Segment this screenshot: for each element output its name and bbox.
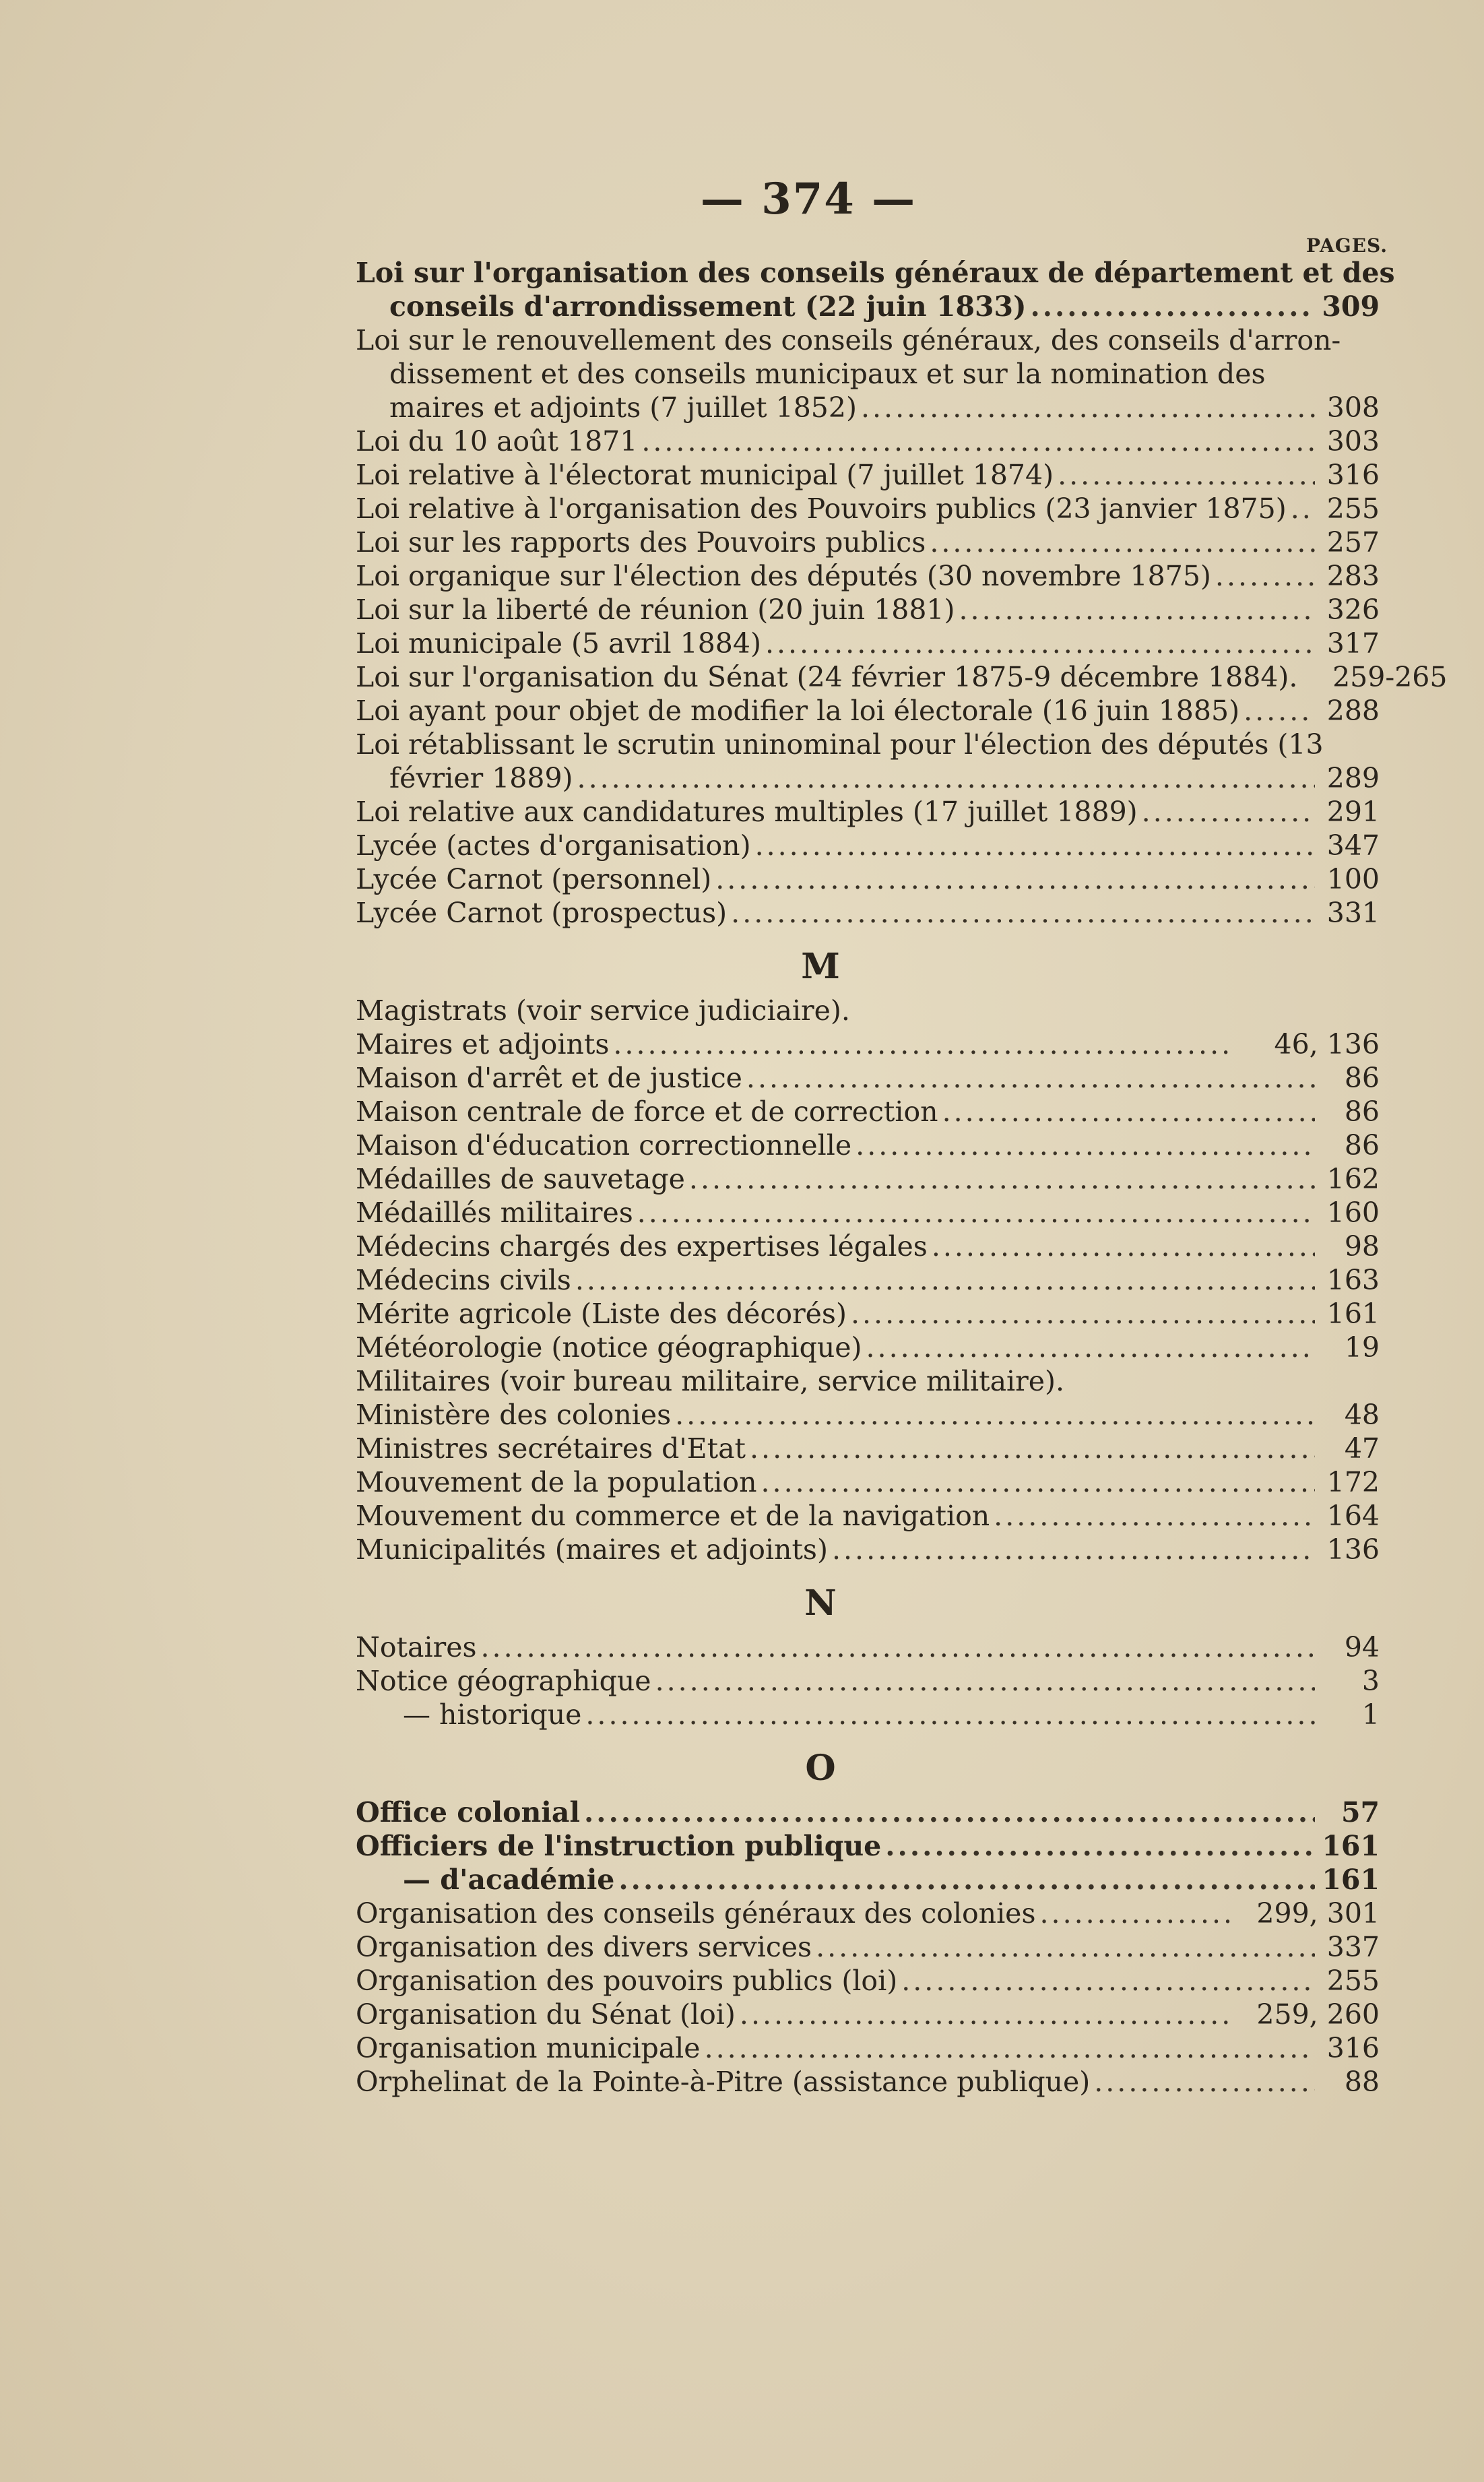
dot-leader bbox=[959, 593, 1316, 627]
index-entry bbox=[356, 1863, 1380, 1897]
dot-leader bbox=[689, 1162, 1315, 1196]
entry-text: Lycée (actes d'organisation) bbox=[356, 829, 751, 862]
entry-page: 86 bbox=[1344, 1095, 1380, 1128]
entry-page: 47 bbox=[1344, 1432, 1380, 1465]
entry-text: Lycée Carnot (personnel) bbox=[356, 863, 712, 895]
dot-leader bbox=[740, 1998, 1234, 2031]
dot-leader bbox=[618, 1863, 1315, 1897]
entry-text: Médaillés militaires bbox=[356, 1197, 633, 1229]
entry-text: Météorologie (notice géographique) bbox=[356, 1331, 862, 1364]
index-entry bbox=[356, 1698, 1380, 1731]
entry-text: Notaires bbox=[356, 1631, 477, 1663]
entry-text: Loi sur les rapports des Pouvoirs publics bbox=[356, 526, 926, 559]
entry-page: 283 bbox=[1326, 560, 1380, 592]
entry-text: — historique bbox=[403, 1698, 582, 1731]
entry-page: 259, 260 bbox=[1256, 1998, 1380, 2031]
index-entry bbox=[356, 1465, 1380, 1499]
entry-text: Maison d'arrêt et de justice bbox=[356, 1062, 742, 1094]
index-entry bbox=[356, 256, 1395, 290]
entry-text: Loi municipale (5 avril 1884) bbox=[356, 627, 761, 660]
dot-leader bbox=[930, 526, 1315, 559]
entry-page: 3 bbox=[1361, 1665, 1380, 1697]
index-entry bbox=[356, 994, 1380, 1027]
entry-page: 255 bbox=[1326, 1965, 1380, 1997]
index-entry bbox=[356, 593, 1380, 627]
index-entry bbox=[356, 728, 1380, 761]
entry-page: 161 bbox=[1322, 1864, 1380, 1896]
dot-leader bbox=[577, 761, 1315, 795]
index-entry bbox=[356, 1230, 1380, 1263]
entry-page: 259-265 bbox=[1332, 661, 1448, 693]
pages-column-label: PAGES. bbox=[1306, 234, 1388, 257]
entry-text: Magistrats (voir service judiciaire). bbox=[356, 994, 850, 1027]
entry-page: 88 bbox=[1344, 2066, 1380, 2098]
dot-leader bbox=[765, 627, 1315, 660]
entry-text: Mouvement du commerce et de la navigation bbox=[356, 1500, 990, 1532]
dot-leader bbox=[481, 1630, 1316, 1664]
entry-text: Médailles de sauvetage bbox=[356, 1163, 685, 1195]
entry-text: Orphelinat de la Pointe-à-Pitre (assistance publique) bbox=[356, 2066, 1091, 2098]
dot-leader bbox=[715, 862, 1315, 896]
index-entry bbox=[356, 1027, 1380, 1061]
index-entry bbox=[356, 391, 1380, 424]
section-letter-n: N bbox=[804, 1583, 837, 1624]
entry-text: Municipalités (maires et adjoints) bbox=[356, 1533, 828, 1566]
entry-text: conseils d'arrondissement (22 juin 1833) bbox=[389, 290, 1027, 323]
entry-text: Loi rétablissant le scrutin uninominal pour l'élection des députés (13 bbox=[356, 728, 1324, 761]
entry-page: 255 bbox=[1326, 492, 1380, 525]
index-entry bbox=[356, 1964, 1380, 1998]
entry-page: 136 bbox=[1326, 1533, 1380, 1566]
entry-page: 289 bbox=[1326, 762, 1380, 794]
entry-text: Loi sur la liberté de réunion (20 juin 1881) bbox=[356, 594, 955, 626]
index-entry bbox=[356, 660, 1448, 694]
index-entry bbox=[356, 458, 1380, 492]
entry-text: Loi du 10 août 1871 bbox=[356, 425, 638, 457]
dot-leader bbox=[761, 1465, 1315, 1499]
index-entry bbox=[356, 1930, 1380, 1964]
entry-text: Ministres secrétaires d'Etat bbox=[356, 1432, 746, 1465]
entry-page: 337 bbox=[1326, 1931, 1380, 1963]
entry-text: Loi sur l'organisation des conseils généraux de département et des bbox=[356, 257, 1395, 289]
entry-page: 162 bbox=[1326, 1163, 1380, 1195]
entry-text: Maires et adjoints bbox=[356, 1028, 610, 1060]
dot-leader bbox=[942, 1095, 1315, 1128]
dot-leader bbox=[655, 1664, 1315, 1698]
index-entry bbox=[356, 1297, 1380, 1331]
entry-text: Notice géographique bbox=[356, 1665, 651, 1697]
dot-leader bbox=[613, 1027, 1234, 1061]
dot-leader bbox=[637, 1196, 1315, 1230]
index-entry bbox=[356, 1196, 1380, 1230]
dot-leader bbox=[746, 1061, 1315, 1095]
section-letter-m: M bbox=[801, 946, 840, 987]
index-entry bbox=[356, 1095, 1380, 1128]
entry-page: 316 bbox=[1326, 459, 1380, 491]
index-entry bbox=[356, 1061, 1380, 1095]
index-entry bbox=[356, 290, 1380, 323]
entry-text: février 1889) bbox=[389, 762, 573, 794]
index-entry bbox=[356, 761, 1380, 795]
entry-page: 326 bbox=[1326, 594, 1380, 626]
entry-text: Loi relative aux candidatures multiples (17 juillet 1889) bbox=[356, 796, 1138, 828]
entry-text: Médecins chargés des expertises légales bbox=[356, 1230, 928, 1263]
entry-text: Organisation municipale bbox=[356, 2032, 701, 2064]
entry-text: Loi ayant pour objet de modifier la loi électorale (16 juin 1885) bbox=[356, 695, 1240, 727]
entry-page: 161 bbox=[1326, 1298, 1380, 1330]
index-entry bbox=[356, 357, 1380, 391]
dot-leader bbox=[1291, 492, 1315, 526]
dot-leader bbox=[885, 1829, 1315, 1863]
entry-text: maires et adjoints (7 juillet 1852) bbox=[389, 391, 857, 424]
entry-text: Médecins civils bbox=[356, 1264, 571, 1296]
entry-page: 291 bbox=[1326, 796, 1380, 828]
entry-page: 317 bbox=[1326, 627, 1380, 660]
entry-text: Lycée Carnot (prospectus) bbox=[356, 897, 728, 929]
entry-page: 257 bbox=[1326, 526, 1380, 559]
entry-page: 288 bbox=[1326, 695, 1380, 727]
entry-text: Maison d'éducation correctionnelle bbox=[356, 1129, 852, 1162]
entry-page: 308 bbox=[1326, 391, 1380, 424]
dot-leader bbox=[641, 424, 1315, 458]
dot-leader bbox=[856, 1128, 1315, 1162]
index-entry bbox=[356, 694, 1380, 728]
entry-page: 303 bbox=[1326, 425, 1380, 457]
entry-page: 94 bbox=[1344, 1631, 1380, 1663]
index-entry bbox=[356, 1263, 1380, 1297]
entry-page: 1 bbox=[1361, 1698, 1380, 1731]
index-entry bbox=[356, 1998, 1380, 2031]
index-list bbox=[356, 256, 1448, 2099]
index-entry bbox=[356, 1533, 1380, 1566]
dot-leader bbox=[1244, 694, 1315, 728]
dot-leader bbox=[832, 1533, 1315, 1566]
index-entry bbox=[356, 1829, 1380, 1863]
entry-page: 347 bbox=[1326, 829, 1380, 862]
entry-text: dissement et des conseils municipaux et sur la nomination des bbox=[389, 358, 1266, 390]
entry-page: 160 bbox=[1326, 1197, 1380, 1229]
section-letter-o: O bbox=[805, 1748, 836, 1789]
dot-leader bbox=[1058, 458, 1315, 492]
entry-page: 172 bbox=[1326, 1466, 1380, 1498]
entry-text: Maison centrale de force et de correction bbox=[356, 1095, 938, 1128]
index-entry bbox=[356, 1795, 1380, 1829]
entry-text: — d'académie bbox=[403, 1864, 615, 1896]
entry-text: Loi organique sur l'élection des députés (30 novembre 1875) bbox=[356, 560, 1211, 592]
entry-page: 161 bbox=[1322, 1830, 1380, 1862]
entry-page: 299, 301 bbox=[1256, 1897, 1380, 1930]
entry-text: Loi relative à l'électorat municipal (7 juillet 1874) bbox=[356, 459, 1054, 491]
dot-leader bbox=[1030, 290, 1315, 323]
dot-leader bbox=[1094, 2065, 1315, 2099]
dot-leader bbox=[901, 1964, 1315, 1998]
entry-text: Mouvement de la population bbox=[356, 1466, 757, 1498]
entry-text: Office colonial bbox=[356, 1796, 581, 1828]
index-entry bbox=[356, 1128, 1380, 1162]
index-entry bbox=[356, 1499, 1380, 1533]
index-entry bbox=[356, 1664, 1380, 1698]
entry-page: 100 bbox=[1326, 863, 1380, 895]
dot-leader bbox=[675, 1398, 1315, 1432]
dot-leader bbox=[585, 1698, 1315, 1731]
dot-leader bbox=[705, 2031, 1315, 2065]
page-number: — 374 — bbox=[700, 174, 917, 224]
index-entry bbox=[356, 2031, 1380, 2065]
dot-leader bbox=[994, 1499, 1315, 1533]
dot-leader bbox=[816, 1930, 1315, 1964]
dot-leader bbox=[861, 391, 1315, 424]
dot-leader bbox=[932, 1230, 1315, 1263]
index-entry bbox=[356, 1331, 1380, 1364]
dot-leader bbox=[1040, 1897, 1235, 1930]
entry-page: 48 bbox=[1344, 1399, 1380, 1431]
entry-text: Militaires (voir bureau militaire, service militaire). bbox=[356, 1365, 1065, 1397]
dot-leader bbox=[575, 1263, 1315, 1297]
entry-page: 98 bbox=[1344, 1230, 1380, 1263]
entry-page: 163 bbox=[1326, 1264, 1380, 1296]
index-entry bbox=[356, 627, 1380, 660]
index-entry bbox=[356, 1162, 1380, 1196]
entry-page: 331 bbox=[1326, 897, 1380, 929]
index-entry bbox=[356, 862, 1380, 896]
entry-text: Mérite agricole (Liste des décorés) bbox=[356, 1298, 847, 1330]
index-entry bbox=[356, 1364, 1380, 1398]
index-entry bbox=[356, 896, 1380, 930]
dot-leader bbox=[851, 1297, 1315, 1331]
entry-page: 86 bbox=[1344, 1129, 1380, 1162]
index-entry bbox=[356, 526, 1380, 559]
entry-page: 164 bbox=[1326, 1500, 1380, 1532]
entry-text: Loi sur le renouvellement des conseils généraux, des conseils d'arron- bbox=[356, 324, 1341, 356]
dot-leader bbox=[1142, 795, 1315, 829]
dot-leader bbox=[584, 1795, 1315, 1829]
dot-leader bbox=[1215, 559, 1315, 593]
entry-text: Officiers de l'instruction publique bbox=[356, 1830, 882, 1862]
index-entry bbox=[356, 492, 1380, 526]
entry-text: Organisation des conseils généraux des colonies bbox=[356, 1897, 1036, 1930]
index-entry bbox=[356, 1897, 1380, 1930]
index-entry bbox=[356, 1432, 1380, 1465]
entry-page: 316 bbox=[1326, 2032, 1380, 2064]
entry-page: 309 bbox=[1322, 290, 1380, 323]
entry-text: Organisation des pouvoirs publics (loi) bbox=[356, 1965, 898, 1997]
entry-text: Organisation du Sénat (loi) bbox=[356, 1998, 736, 2031]
dot-leader bbox=[731, 896, 1315, 930]
entry-text: Loi sur l'organisation du Sénat (24 février 1875-9 décembre 1884). bbox=[356, 661, 1298, 693]
index-entry bbox=[356, 559, 1380, 593]
entry-page: 86 bbox=[1344, 1062, 1380, 1094]
index-entry bbox=[356, 323, 1380, 357]
entry-page: 19 bbox=[1344, 1331, 1380, 1364]
entry-page: 57 bbox=[1341, 1796, 1380, 1828]
index-entry bbox=[356, 1398, 1380, 1432]
index-entry bbox=[356, 424, 1380, 458]
dot-leader bbox=[750, 1432, 1315, 1465]
dot-leader bbox=[755, 829, 1315, 862]
entry-text: Loi relative à l'organisation des Pouvoirs publics (23 janvier 1875) bbox=[356, 492, 1287, 525]
dot-leader bbox=[866, 1331, 1316, 1364]
index-entry bbox=[356, 2065, 1380, 2099]
entry-text: Ministère des colonies bbox=[356, 1399, 672, 1431]
index-entry bbox=[356, 795, 1380, 829]
entry-text: Organisation des divers services bbox=[356, 1931, 812, 1963]
index-entry bbox=[356, 1630, 1380, 1664]
entry-page: 46, 136 bbox=[1274, 1028, 1380, 1060]
index-entry bbox=[356, 829, 1380, 862]
